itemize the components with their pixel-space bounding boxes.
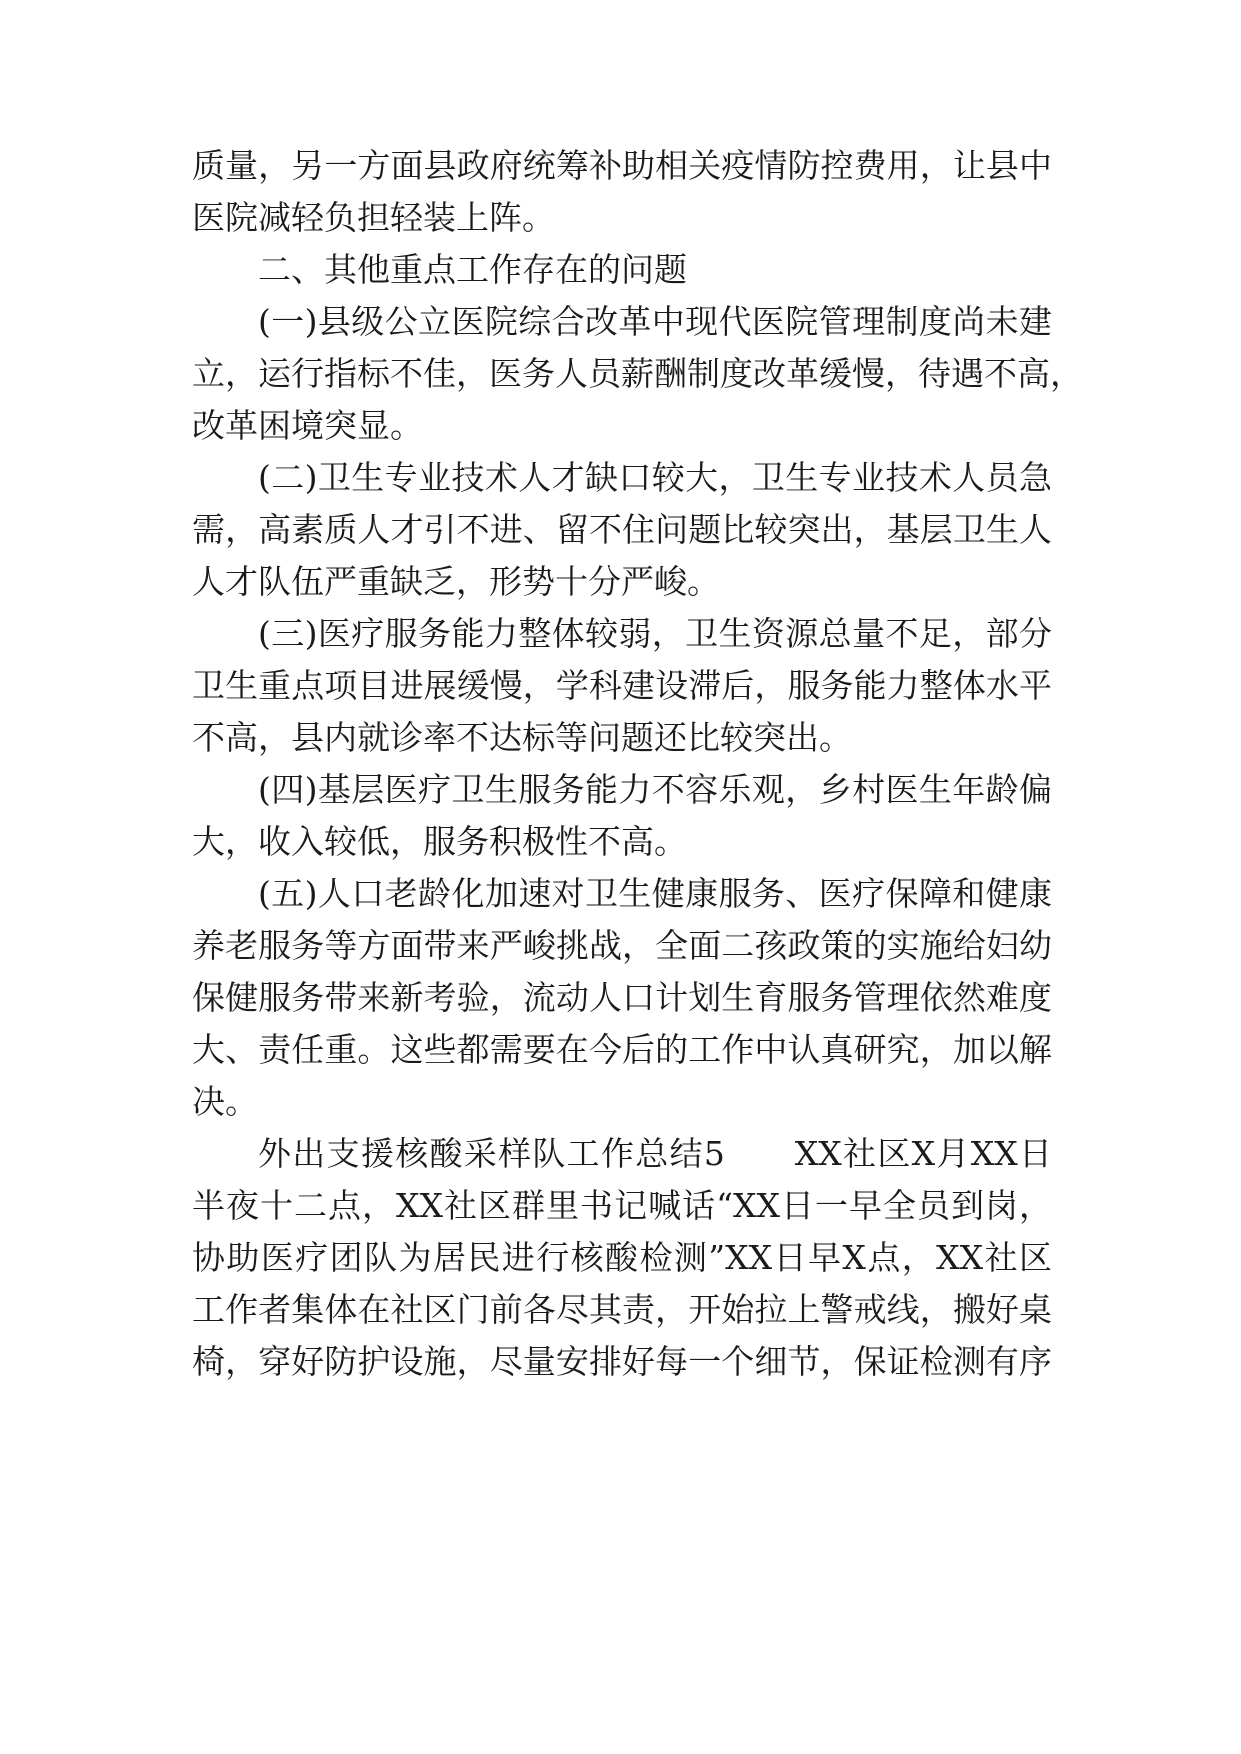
text-line: 医院减轻负担轻装上阵。 xyxy=(192,198,555,237)
section-heading: 二、其他重点工作存在的问题 xyxy=(258,250,687,289)
text-line: 改革困境突显。 xyxy=(192,406,423,445)
text-line: (二)卫生专业技术人才缺口较大，卫生专业技术人员急 xyxy=(258,458,1052,497)
text-line: 人才队伍严重缺乏，形势十分严峻。 xyxy=(192,562,720,601)
text-line: (五)人口老龄化加速对卫生健康服务、医疗保障和健康 xyxy=(258,874,1052,913)
text-line: 保健服务带来新考验，流动人口计划生育服务管理依然难度 xyxy=(192,978,1052,1017)
text-line: 大、责任重。这些都需要在今后的工作中认真研究，加以解 xyxy=(192,1030,1052,1069)
text-line: 外出支援核酸采样队工作总结5 XX社区X月XX日 xyxy=(258,1134,1052,1173)
text-line: 大，收入较低，服务积极性不高。 xyxy=(192,822,687,861)
text-line: 决。 xyxy=(192,1082,258,1121)
text-line: 半夜十二点，XX社区群里书记喊话“XX日一早全员到岗， xyxy=(192,1186,1052,1225)
text-line: (三)医疗服务能力整体较弱，卫生资源总量不足，部分 xyxy=(258,614,1052,653)
text-line: 养老服务等方面带来严峻挑战，全面二孩政策的实施给妇幼 xyxy=(192,926,1052,965)
text-line: 立，运行指标不佳，医务人员薪酬制度改革缓慢，待遇不高， xyxy=(192,354,1083,393)
text-line: 不高，县内就诊率不达标等问题还比较突出。 xyxy=(192,718,852,757)
text-line: 工作者集体在社区门前各尽其责，开始拉上警戒线，搬好桌 xyxy=(192,1290,1052,1329)
text-line: 椅，穿好防护设施，尽量安排好每一个细节，保证检测有序 xyxy=(192,1342,1052,1381)
text-line: 需，高素质人才引不进、留不住问题比较突出，基层卫生人 xyxy=(192,510,1052,549)
text-line: 卫生重点项目进展缓慢，学科建设滞后，服务能力整体水平 xyxy=(192,666,1052,705)
text-line: 质量，另一方面县政府统筹补助相关疫情防控费用，让县中 xyxy=(192,146,1052,185)
text-line: 协助医疗团队为居民进行核酸检测”XX日早X点，XX社区 xyxy=(192,1238,1052,1277)
text-line: (一)县级公立医院综合改革中现代医院管理制度尚未建 xyxy=(258,302,1052,341)
text-line: (四)基层医疗卫生服务能力不容乐观，乡村医生年龄偏 xyxy=(258,770,1052,809)
